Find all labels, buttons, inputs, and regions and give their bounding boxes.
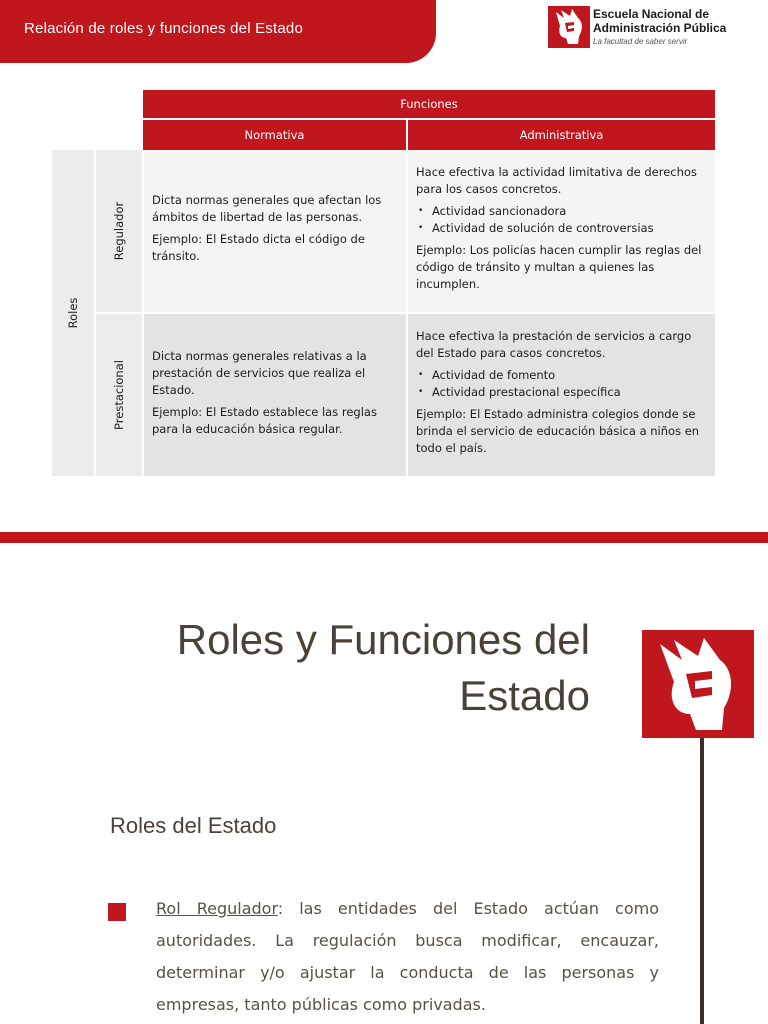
col-header-administrativa: Administrativa xyxy=(407,119,715,150)
bullet-square-icon xyxy=(108,903,126,921)
list-item: • Actividad de solución de controversias xyxy=(416,220,707,237)
row-label-cell-regulador xyxy=(95,150,143,313)
list-item: • Actividad prestacional específica xyxy=(416,384,707,401)
slide-title-line-2: Estado xyxy=(459,672,590,719)
cell-text: Hace efectiva la prestación de servicios a cargo del Estado para casos concretos. xyxy=(416,329,692,360)
school-logo xyxy=(548,6,748,52)
cell-prestacional-normativa xyxy=(143,313,407,476)
list-item: • Actividad de fomento xyxy=(416,367,707,384)
list-item: • Actividad sancionadora xyxy=(416,203,707,220)
header-bar xyxy=(0,0,436,63)
cell-bullet-list xyxy=(416,367,707,401)
section-subtitle: Roles del Estado xyxy=(110,813,277,838)
logo-line-2: Administración Pública xyxy=(593,21,727,35)
funciones-header: Funciones xyxy=(143,90,715,119)
table-corner xyxy=(52,90,143,119)
vertical-accent-line xyxy=(700,738,704,1024)
cell-text: Hace efectiva la actividad limitativa de derechos para los casos concretos. xyxy=(416,165,697,196)
cell-example: Ejemplo: Los policías hacen cumplir las reglas del código de tránsito y multan a quienes las incumplen. xyxy=(416,243,702,291)
roles-label: Roles xyxy=(66,297,80,329)
page-header-title: Relación de roles y funciones del Estado xyxy=(24,20,303,37)
cell-regulador-normativa xyxy=(143,150,407,313)
cell-regulador-administrativa xyxy=(407,150,715,313)
logo-tagline: La facultad de saber servir xyxy=(593,37,688,46)
bullet-paragraph xyxy=(156,893,659,1021)
cell-example: Ejemplo: El Estado administra colegios donde se brinda el servicio de educación básica a niños en todo el país. xyxy=(416,407,700,455)
logo-line-1: Escuela Nacional de xyxy=(593,7,710,21)
row-label-regulador: Regulador xyxy=(112,201,126,261)
slide-title-line-1: Roles y Funciones del xyxy=(176,616,590,663)
cell-text: Dicta normas generales relativas a la prestación de servicios que realiza el Estado. xyxy=(152,348,367,397)
roles-funciones-table xyxy=(52,90,715,476)
table-row xyxy=(52,150,715,313)
row-label-prestacional: Prestacional xyxy=(112,360,126,430)
roles-label-cell xyxy=(52,150,95,476)
cell-example: Ejemplo: El Estado establece las reglas para la educación básica regular. xyxy=(152,404,377,436)
cell-example: Ejemplo: El Estado dicta el código de tránsito. xyxy=(152,232,365,263)
slide-divider xyxy=(0,532,768,543)
table-corner-2 xyxy=(52,119,143,150)
logo-face-icon xyxy=(548,6,590,48)
bullet-text: : las entidades del Estado actúan como autoridades. La regulación busca modificar, encauzar, determinar y/o ajustar la conducta de las personas y empresas, tanto públicas como privadas. xyxy=(156,899,660,1014)
row-label-cell-prestacional xyxy=(95,313,143,476)
bullet-term: Rol Regulador xyxy=(156,899,278,918)
cell-prestacional-administrativa xyxy=(407,313,715,476)
cell-text: Dicta normas generales que afectan los ámbitos de libertad de las personas. xyxy=(152,193,382,224)
table-row xyxy=(52,313,715,476)
cell-bullet-list xyxy=(416,203,707,237)
col-header-normativa: Normativa xyxy=(143,119,407,150)
logo-face-icon xyxy=(642,630,754,738)
slide-title xyxy=(100,612,590,724)
